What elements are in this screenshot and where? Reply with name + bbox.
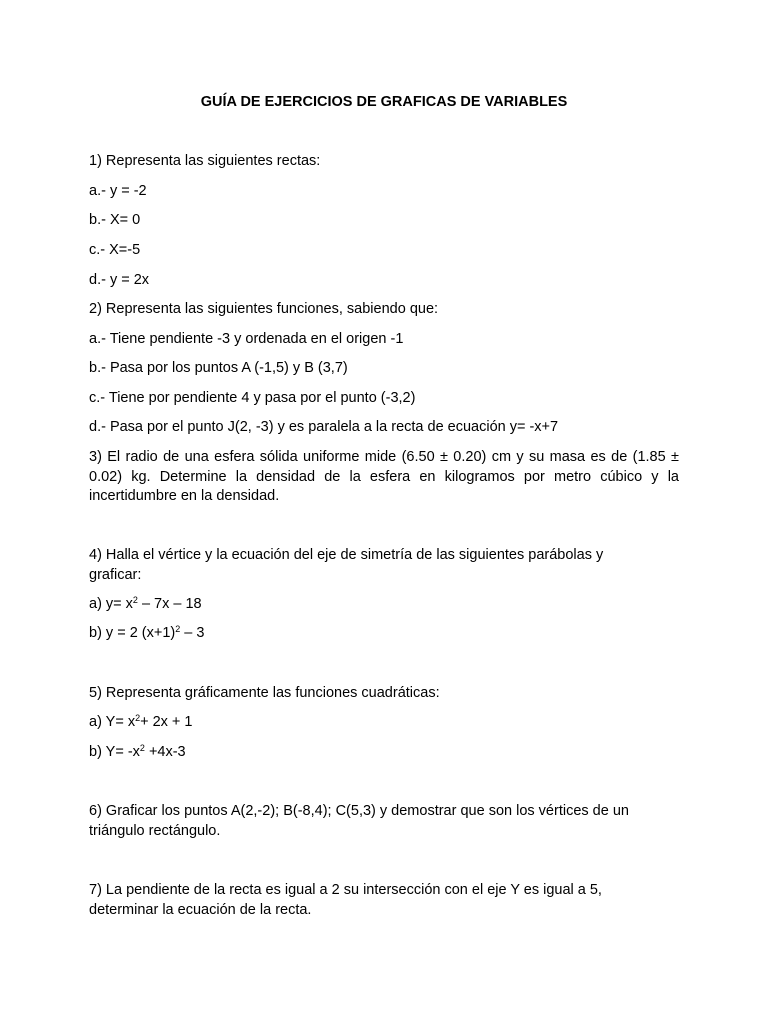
- exercise-4-heading: 4) Halla el vértice y la ecuación del eje de simetría de las siguientes parábolas y graficar:: [89, 547, 604, 583]
- exercise-2-item-c: c.- Tiene por pendiente 4 y pasa por el punto (-3,2): [89, 390, 416, 406]
- exercise-2-item-b: b.- Pasa por los puntos A (-1,5) y B (3,7): [89, 360, 348, 376]
- exercise-4-item-b-rest: – 3: [180, 625, 205, 641]
- exercise-1-item-d: d.- y = 2x: [89, 272, 150, 288]
- exercise-5-item-b-rest: +4x-3: [144, 744, 186, 760]
- exercise-1-heading: 1) Representa las siguientes rectas:: [89, 153, 321, 169]
- exercise-3-text: 3) El radio de una esfera sólida uniforme mide (6.50 ± 0.20) cm y su masa es de (1.85 ± 0.02) kg. Determine la densidad de la esfera en kilogramos por metro cúbico y la incertidumbre en la densidad.: [89, 449, 679, 504]
- exercise-5-item-a-base: a) Y= x: [89, 714, 136, 730]
- exercise-1-item-b: b.- X= 0: [89, 212, 141, 228]
- exercise-4-item-b: [89, 624, 679, 644]
- exercise-5-item-b: [89, 743, 679, 763]
- exercise-2-item-a: a.- Tiene pendiente -3 y ordenada en el origen -1: [89, 331, 404, 347]
- exercise-4-item-a-base: a) y= x: [89, 596, 133, 612]
- exercise-5-item-b-base: b) Y= -x: [89, 744, 140, 760]
- exercise-7-text: 7) La pendiente de la recta es igual a 2 su intersección con el eje Y es igual a 5, determinar la ecuación de la recta.: [89, 882, 602, 918]
- exercise-4-item-b-exponent: 2: [175, 624, 181, 634]
- exercise-4-item-b-base: b) y = 2 (x+1): [89, 625, 176, 641]
- exercise-5-item-a-exponent: 2: [135, 713, 141, 723]
- exercise-2-heading: 2) Representa las siguientes funciones, sabiendo que:: [89, 301, 439, 317]
- exercise-1-item-a: a.- y = -2: [89, 183, 147, 199]
- page-title: GUÍA DE EJERCICIOS DE GRAFICAS DE VARIABLES: [200, 94, 568, 110]
- exercise-6-text: 6) Graficar los puntos A(2,-2); B(-8,4); C(5,3) y demostrar que son los vértices de un triángulo rectángulo.: [89, 803, 629, 839]
- exercise-4-item-a-rest: – 7x – 18: [137, 596, 202, 612]
- exercise-5-item-a: [89, 713, 679, 733]
- exercise-5-item-a-rest: + 2x + 1: [140, 714, 193, 730]
- exercise-4-item-a: [89, 595, 679, 615]
- exercise-5-item-b-exponent: 2: [139, 743, 145, 753]
- exercise-1-item-c: c.- X=-5: [89, 242, 141, 258]
- exercise-4-item-a-exponent: 2: [132, 595, 138, 605]
- exercise-5-heading: 5) Representa gráficamente las funciones cuadráticas:: [89, 685, 440, 701]
- exercise-2-item-d: d.- Pasa por el punto J(2, -3) y es paralela a la recta de ecuación y= -x+7: [89, 419, 559, 435]
